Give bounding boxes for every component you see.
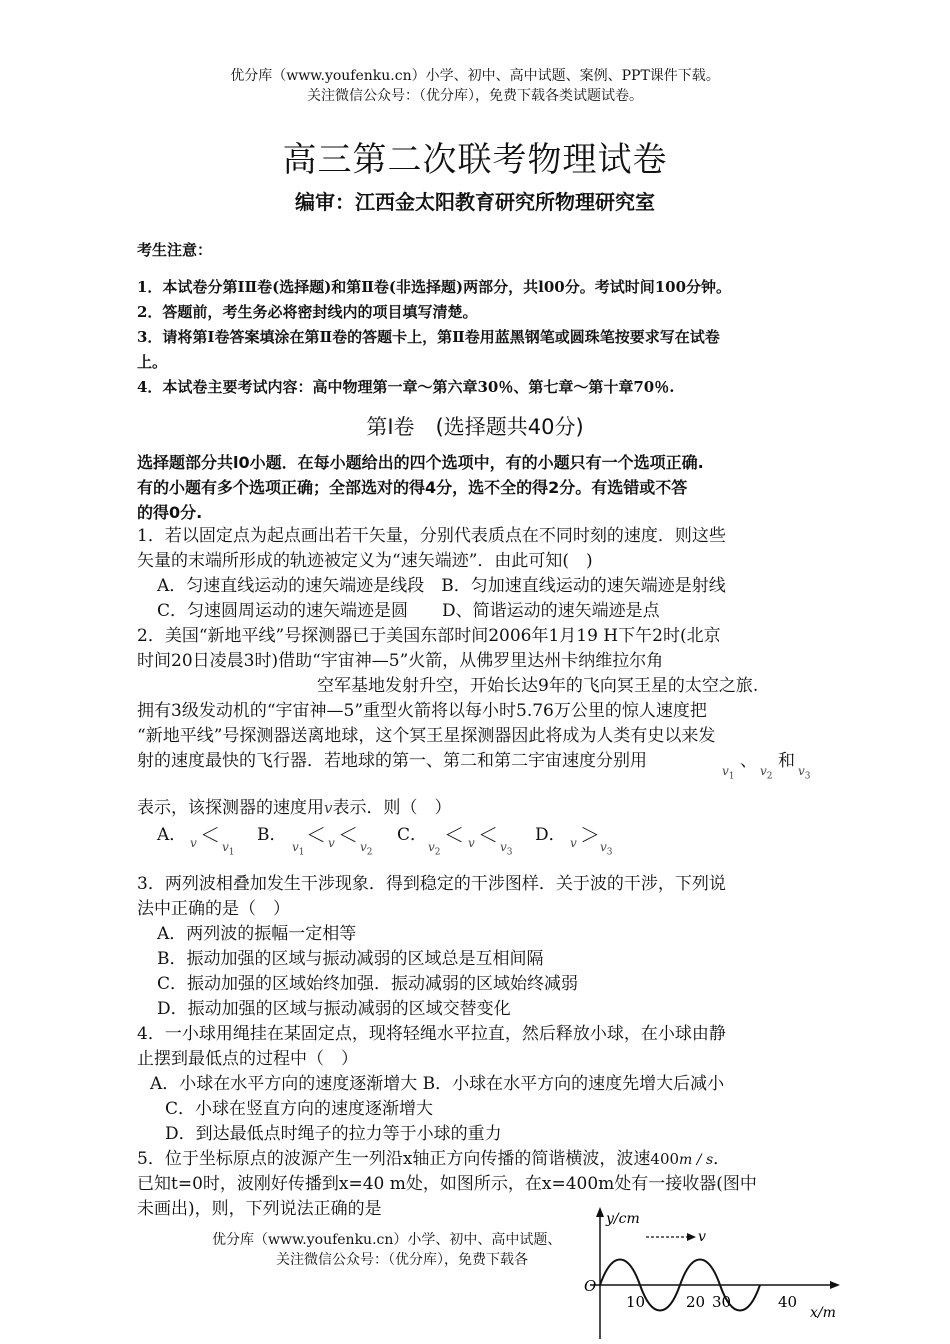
symbol-v3: $v_3$ bbox=[600, 840, 613, 858]
symbol-v2: $v_2$ bbox=[760, 764, 773, 782]
less-than: ＜ bbox=[444, 823, 464, 847]
less-than: ＜ bbox=[338, 823, 358, 847]
q3-option: B．振动加强的区域与振动减弱的区域总是互相间隔 bbox=[157, 949, 544, 969]
q2-separator: 和 bbox=[778, 751, 795, 771]
symbol-v1: $v_1$ bbox=[222, 840, 235, 858]
x-axis-arrow bbox=[830, 1281, 840, 1289]
q3-option: D．振动加强的区域与振动减弱的区域交替变化 bbox=[157, 999, 511, 1019]
wave-graph bbox=[582, 1205, 842, 1344]
tick-label-20: 20 bbox=[686, 1293, 706, 1311]
q2-line: 时间20日凌晨3时)借助“宇宙神—5”火箭，从佛罗里达州卡纳维拉尔角 bbox=[137, 651, 664, 671]
q1-stem: 矢量的末端所形成的轨迹被定义为“速矢端迹”．由此可知( ) bbox=[137, 551, 593, 571]
q4-stem: 止摆到最低点的过程中（ ） bbox=[137, 1049, 358, 1069]
notice-item: 2．答题前，考生务必将密封线内的项目填写清楚。 bbox=[137, 303, 478, 321]
q1-stem: 1．若以固定点为起点画出若干矢量，分别代表质点在不同时刻的速度．则这些 bbox=[137, 526, 726, 546]
symbol-v2: $v_2$ bbox=[428, 840, 441, 858]
notice-heading: 考生注意： bbox=[137, 241, 213, 259]
symbol-v2: $v_2$ bbox=[360, 840, 373, 858]
q2-option-d-label: D． bbox=[535, 825, 566, 845]
velocity-arrowhead bbox=[687, 1233, 696, 1241]
footer-line-1: 优分库（www.youfenku.cn）小学、初中、高中试题、 bbox=[212, 1232, 562, 1248]
q4-stem: 4．一小球用绳挂在某固定点，现将轻绳水平拉直，然后释放小球，在小球由静 bbox=[137, 1024, 726, 1044]
q3-option: A．两列波的振幅一定相等 bbox=[157, 924, 357, 944]
intro-line: 有的小题有多个选项正确；全部选对的得4分，选不全的得2分。有选错或不答 bbox=[137, 478, 688, 497]
greater-than: ＞ bbox=[580, 823, 600, 847]
x-axis-label: x/m bbox=[810, 1305, 836, 1321]
notice-item: 3．请将第Ⅰ卷答案填涂在第Ⅱ卷的答题卡上，第Ⅱ卷用蓝黑钢笔或圆珠笔按要求写在试卷 bbox=[137, 328, 720, 346]
page-title: 高三第二次联考物理试卷 bbox=[282, 140, 668, 180]
q4-option-d: D．到达最低点时绳子的拉力等于小球的重力 bbox=[165, 1124, 502, 1144]
symbol-v: v bbox=[324, 799, 333, 817]
q4-option-c: C．小球在竖直方向的速度逐渐增大 bbox=[165, 1099, 434, 1119]
less-than: ＜ bbox=[306, 823, 326, 847]
q1-options-cd: C．匀速圆周运动的速矢端迹是圆 D、简谐运动的速矢端迹是点 bbox=[157, 601, 660, 621]
symbol-v: v bbox=[468, 836, 475, 850]
notice-item: 上。 bbox=[137, 353, 168, 371]
symbol-v: v bbox=[190, 836, 197, 850]
q2-line: 2．美国“新地平线”号探测器已于美国东部时间2006年1月19 H下午2时(北京 bbox=[137, 626, 721, 646]
q2-line: 拥有3级发动机的“宇宙神—5”重型火箭将以每小时5.76万公里的惊人速度把 bbox=[137, 701, 707, 721]
header-line-1: 优分库（www.youfenku.cn）小学、初中、高中试题、案例、PPT课件下载。 bbox=[230, 68, 720, 84]
symbol-v1: $v_1$ bbox=[292, 840, 305, 858]
q2-line: “新地平线”号探测器送离地球，这个冥王星探测器因此将成为人类有史以来发 bbox=[137, 726, 716, 746]
q1-options-ab: A．匀速直线运动的速矢端迹是线段 B．匀加速直线运动的速矢端迹是射线 bbox=[157, 576, 726, 596]
section-title: 第Ⅰ卷 (选择题共40分) bbox=[366, 415, 584, 439]
intro-line: 选择题部分共l0小题．在每小题给出的四个选项中，有的小题只有一个选项正确. bbox=[137, 453, 704, 472]
q5-line-2: 已知t=0时，波刚好传播到x=40 m处，如图所示，在x=400m处有一接收器(图中 bbox=[137, 1174, 757, 1194]
q3-stem: 法中正确的是（ ） bbox=[137, 899, 290, 919]
page-subtitle: 编审：江西金太阳教育研究所物理研究室 bbox=[295, 190, 655, 214]
notice-item: 1．本试卷分第ⅠⅡ卷(选择题)和第Ⅱ卷(非选择题)两部分，共l00分。考试时间100分钟。 bbox=[137, 278, 732, 296]
q2-line: 空军基地发射升空，开始长达9年的飞向冥王星的太空之旅. bbox=[317, 676, 759, 696]
symbol-v3: $v_3$ bbox=[500, 840, 513, 858]
notice-item: 4．本试卷主要考试内容：高中物理第一章～第六章30％、第七章～第十章70％. bbox=[137, 378, 675, 396]
q2-line-7: 表示，该探测器的速度用v表示．则（ ） bbox=[137, 798, 452, 818]
y-axis-label: y/cm bbox=[606, 1211, 640, 1227]
origin-label: O bbox=[584, 1277, 597, 1295]
q2-option-b-label: B． bbox=[257, 825, 287, 845]
q4-options-ab: A．小球在水平方向的速度逐渐增大 B．小球在水平方向的速度先增大后减小 bbox=[150, 1074, 725, 1094]
less-than: ＜ bbox=[478, 823, 498, 847]
tick-label-30: 30 bbox=[712, 1293, 732, 1311]
q3-option: C．振动加强的区域始终加强．振动减弱的区域始终减弱 bbox=[157, 974, 579, 994]
symbol-v: v bbox=[570, 836, 577, 850]
q2-separator: 、 bbox=[740, 751, 757, 771]
q3-stem: 3．两列波相叠加发生干涉现象．得到稳定的干涉图样．关于波的干涉，下列说 bbox=[137, 874, 726, 894]
q5-line-3: 未画出)，则，下列说法正确的是 bbox=[137, 1199, 382, 1219]
velocity-label: v bbox=[698, 1229, 706, 1245]
intro-line: 的得0分. bbox=[137, 503, 203, 522]
less-than: ＜ bbox=[200, 823, 220, 847]
symbol-v3: $v_3$ bbox=[798, 764, 811, 782]
symbol-v1: $v_1$ bbox=[722, 764, 735, 782]
header-line-2: 关注微信公众号：（优分库），免费下载各类试题试卷。 bbox=[307, 88, 643, 104]
symbol-v: v bbox=[328, 836, 335, 850]
footer-line-2: 关注微信公众号：（优分库），免费下载各 bbox=[276, 1252, 528, 1268]
q2-option-a-label: A． bbox=[157, 825, 187, 845]
y-axis-arrow bbox=[596, 1207, 604, 1217]
q2-line: 射的速度最快的飞行器．若地球的第一、第二和第二宇宙速度分别用 bbox=[137, 751, 647, 771]
q5-line-1: 5．位于坐标原点的波源产生一列沿x轴正方向传播的简谐横波，波速400m / s． bbox=[137, 1149, 731, 1169]
q2-option-c-label: C． bbox=[397, 825, 428, 845]
tick-label-40: 40 bbox=[778, 1293, 798, 1311]
tick-label-10: 10 bbox=[626, 1293, 646, 1311]
